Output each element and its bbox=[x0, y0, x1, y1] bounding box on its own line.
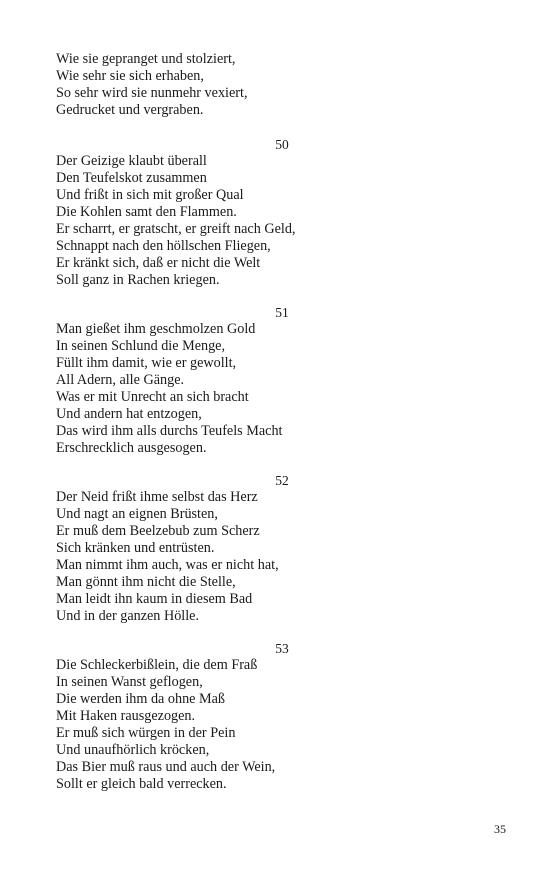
stanza-51 bbox=[56, 321, 356, 457]
verse-line: Den Teufelskot zusammen bbox=[56, 170, 207, 186]
verse-line: Er muß sich würgen in der Pein bbox=[56, 725, 236, 741]
verse-line: Man gießet ihm geschmolzen Gold bbox=[56, 321, 256, 337]
stanza-number: 52 bbox=[275, 473, 289, 488]
stanza-number: 51 bbox=[275, 305, 289, 320]
verse-line: Der Neid frißt ihme selbst das Herz bbox=[56, 489, 258, 505]
verse-line: Und andern hat entzogen, bbox=[56, 406, 202, 422]
stanza-number: 50 bbox=[275, 137, 289, 152]
stanza-number: 53 bbox=[275, 641, 289, 656]
verse-line: Und nagt an eignen Brüsten, bbox=[56, 506, 218, 522]
verse-line: Das Bier muß raus und auch der Wein, bbox=[56, 759, 276, 775]
verse-line: Die Schleckerbißlein, die dem Fraß bbox=[56, 657, 258, 673]
verse-line: Man nimmt ihm auch, was er nicht hat, bbox=[56, 557, 279, 573]
verse-line: Er kränkt sich, daß er nicht die Welt bbox=[56, 255, 261, 271]
verse-line: Und in der ganzen Hölle. bbox=[56, 608, 200, 624]
verse-line: Mit Haken rausgezogen. bbox=[56, 708, 196, 724]
verse-line: Wie sehr sie sich erhaben, bbox=[56, 68, 204, 84]
verse-line: Gedrucket und vergraben. bbox=[56, 102, 204, 118]
verse-line: Man gönnt ihm nicht die Stelle, bbox=[56, 574, 236, 590]
verse-line: Die Kohlen samt den Flammen. bbox=[56, 204, 237, 220]
verse-line: Und unaufhörlich kröcken, bbox=[56, 742, 210, 758]
verse-line: Sich kränken und entrüsten. bbox=[56, 540, 215, 556]
verse-line: Wie sie gepranget und stolziert, bbox=[56, 51, 236, 67]
verse-line: Schnappt nach den höllschen Fliegen, bbox=[56, 238, 271, 254]
verse-line: Er muß dem Beelzebub zum Scherz bbox=[56, 523, 260, 539]
verse-line: In seinen Wanst geflogen, bbox=[56, 674, 203, 690]
verse-line: Und frißt in sich mit großer Qual bbox=[56, 187, 244, 203]
verse-line: Man leidt ihn kaum in diesem Bad bbox=[56, 591, 253, 607]
stanza-52 bbox=[56, 489, 356, 625]
stanza-53 bbox=[56, 657, 356, 793]
verse-line: So sehr wird sie nunmehr vexiert, bbox=[56, 85, 248, 101]
page-number: 35 bbox=[494, 822, 506, 836]
verse-line: Das wird ihm alls durchs Teufels Macht bbox=[56, 423, 283, 439]
verse-line: Was er mit Unrecht an sich bracht bbox=[56, 389, 249, 405]
stanza-50 bbox=[56, 153, 356, 289]
verse-line: All Adern, alle Gänge. bbox=[56, 372, 185, 388]
verse-line: Soll ganz in Rachen kriegen. bbox=[56, 272, 220, 288]
verse-line: Er scharrt, er gratscht, er greift nach Geld, bbox=[56, 221, 296, 237]
verse-line: Der Geizige klaubt überall bbox=[56, 153, 207, 169]
verse-line: In seinen Schlund die Menge, bbox=[56, 338, 226, 354]
stanza-continuation bbox=[56, 51, 356, 119]
verse-line: Die werden ihm da ohne Maß bbox=[56, 691, 226, 707]
verse-line: Füllt ihm damit, wie er gewollt, bbox=[56, 355, 237, 371]
verse-line: Erschrecklich ausgesogen. bbox=[56, 440, 207, 456]
verse-line: Sollt er gleich bald verrecken. bbox=[56, 776, 227, 792]
